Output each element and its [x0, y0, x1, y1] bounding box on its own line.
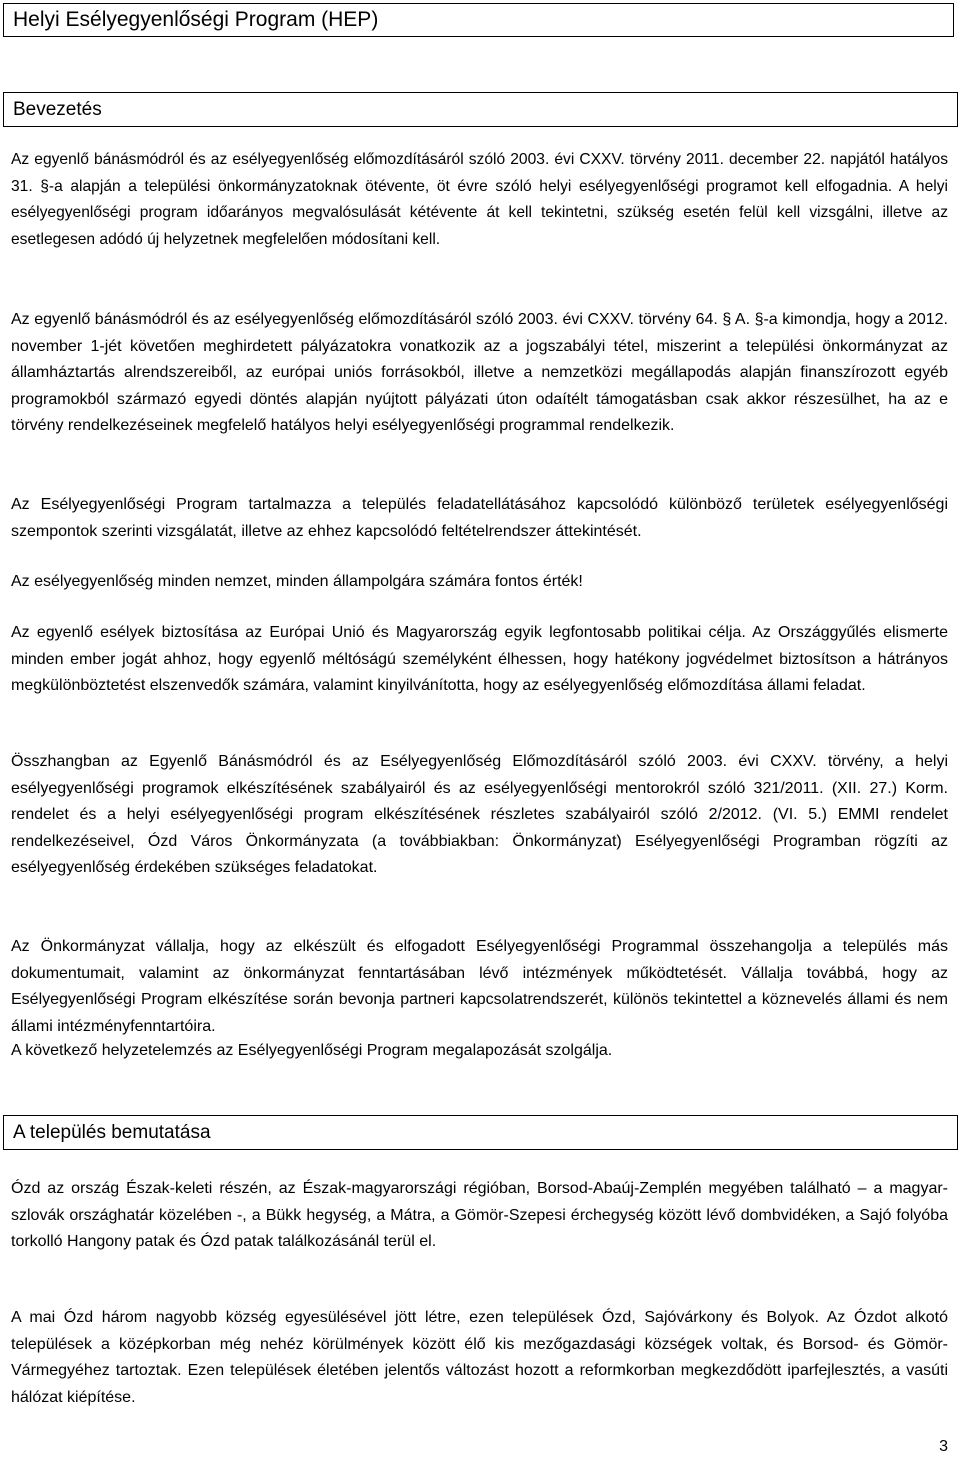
intro-paragraph-7: Az Önkormányzat vállalja, hogy az elkészült és elfogadott Esélyegyenlőségi Programmal összehangolja a település más dokumentumait, valamint az önkormányzat fenntartásában lévő intézmények működtetését. Vállalja továbbá, hogy az Esélyegyenlőségi Program elkészítése során bevonja partneri kapcsolatrendszerét, különös tekintettel a köznevelés állami és nem állami intézményfenntartóira. — [11, 938, 948, 1035]
section-heading-intro: Bevezetés — [3, 92, 958, 127]
intro-paragraph-8: A következő helyzetelemzés az Esélyegyenlőségi Program megalapozását szolgálja. — [11, 1042, 613, 1059]
intro-paragraph-1: Az egyenlő bánásmódról és az esélyegyenlőség előmozdításáról szóló 2003. évi CXXV. törvény 2011. december 22. napjától hatályos 31. §-a alapján a települési önkormányzatoknak ötévente, öt évre szóló helyi esélyegyenlőségi programot kell elfogadnia. A helyi esélyegyenlőségi program időarányos megvalósulását kétévente át kell tekintetni, szükség esetén felül kell vizsgálni, illetve az esetlegesen adódó új helyzetnek megfelelően módosítani kell. — [11, 151, 948, 248]
document-title: Helyi Esélyegyenlőségi Program (HEP) — [3, 3, 954, 37]
section-heading-town: A település bemutatása — [3, 1115, 958, 1150]
page-number: 3 — [939, 1438, 948, 1455]
intro-paragraph-4: Az esélyegyenlőség minden nemzet, minden állampolgára számára fontos érték! — [11, 573, 583, 590]
intro-paragraph-2: Az egyenlő bánásmódról és az esélyegyenlőség előmozdításáról szóló 2003. évi CXXV. törvény 64. § A. §-a kimondja, hogy a 2012. november 1-jét követően meghirdetett pályázatokra vonatkozik az a jogszabályi tétel, miszerint a települési önkormányzat az államháztartás alrendszereiből, az európai uniós forrásokból, illetve a nemzetközi megállapodás alapján finanszírozott egyéb programokból származó egyedi döntés alapján nyújtott pályázati úton odaítélt támogatásban csak akkor részesülhet, ha az e törvény rendelkezéseinek megfelelő hatályos helyi esélyegyenlőségi programmal rendelkezik. — [11, 311, 948, 435]
intro-paragraph-3: Az Esélyegyenlőségi Program tartalmazza a település feladatellátásához kapcsolódó különböző területek esélyegyenlőségi szempontok szerinti vizsgálatát, illetve az ehhez kapcsolódó feltételrendszer áttekintését. — [11, 496, 948, 540]
intro-paragraph-6: Összhangban az Egyenlő Bánásmódról és az Esélyegyenlőség Előmozdításáról szóló 2003. évi CXXV. törvény, a helyi esélyegyenlőségi programok elkészítésének szabályairól és az esélyegyenlőségi mentorokról szóló 321/2011. (XII. 27.) Korm. rendelet és a helyi esélyegyenlőségi program elkészítésének részletes szabályairól szóló 2/2012. (VI. 5.) EMMI rendelet rendelkezéseivel, Ózd Város Önkormányzata (a továbbiakban: Önkormányzat) Esélyegyenlőségi Programban rögzíti az esélyegyenlőség érdekében szükséges feladatokat. — [11, 753, 948, 877]
town-paragraph-2: A mai Ózd három nagyobb község egyesülésével jött létre, ezen települések Ózd, Sajóvárkony és Bolyok. Az Ózdot alkotó települések a középkorban még nehéz körülmények között élő kis mezőgazdasági községek voltak, és Borsod- és Gömör-Vármegyéhez tartoztak. Ezen települések életében jelentős változást hozott a reformkorban megkezdődött iparfejlesztés, a vasúti hálózat kiépítése. — [11, 1309, 948, 1406]
intro-paragraph-5: Az egyenlő esélyek biztosítása az Európai Unió és Magyarország egyik legfontosabb politikai célja. Az Országgyűlés elismerte minden ember jogát ahhoz, hogy egyenlő méltóságú személyként élhessen, hogy hatékony jogvédelmet biztosítson a hátrányos megkülönböztetést elszenvedők számára, valamint kinyilvánította, hogy az esélyegyenlőség előmozdítása állami feladat. — [11, 624, 948, 695]
town-paragraph-1: Ózd az ország Észak-keleti részén, az Észak-magyarországi régióban, Borsod-Abaúj-Zemplén megyében található – a magyar-szlovák országhatár közelében -, a Bükk hegység, a Mátra, a Gömör-Szepesi érchegység között lévő dombvidéken, a Sajó folyóba torkolló Hangony patak és Ózd patak találkozásánál terül el. — [11, 1180, 948, 1251]
